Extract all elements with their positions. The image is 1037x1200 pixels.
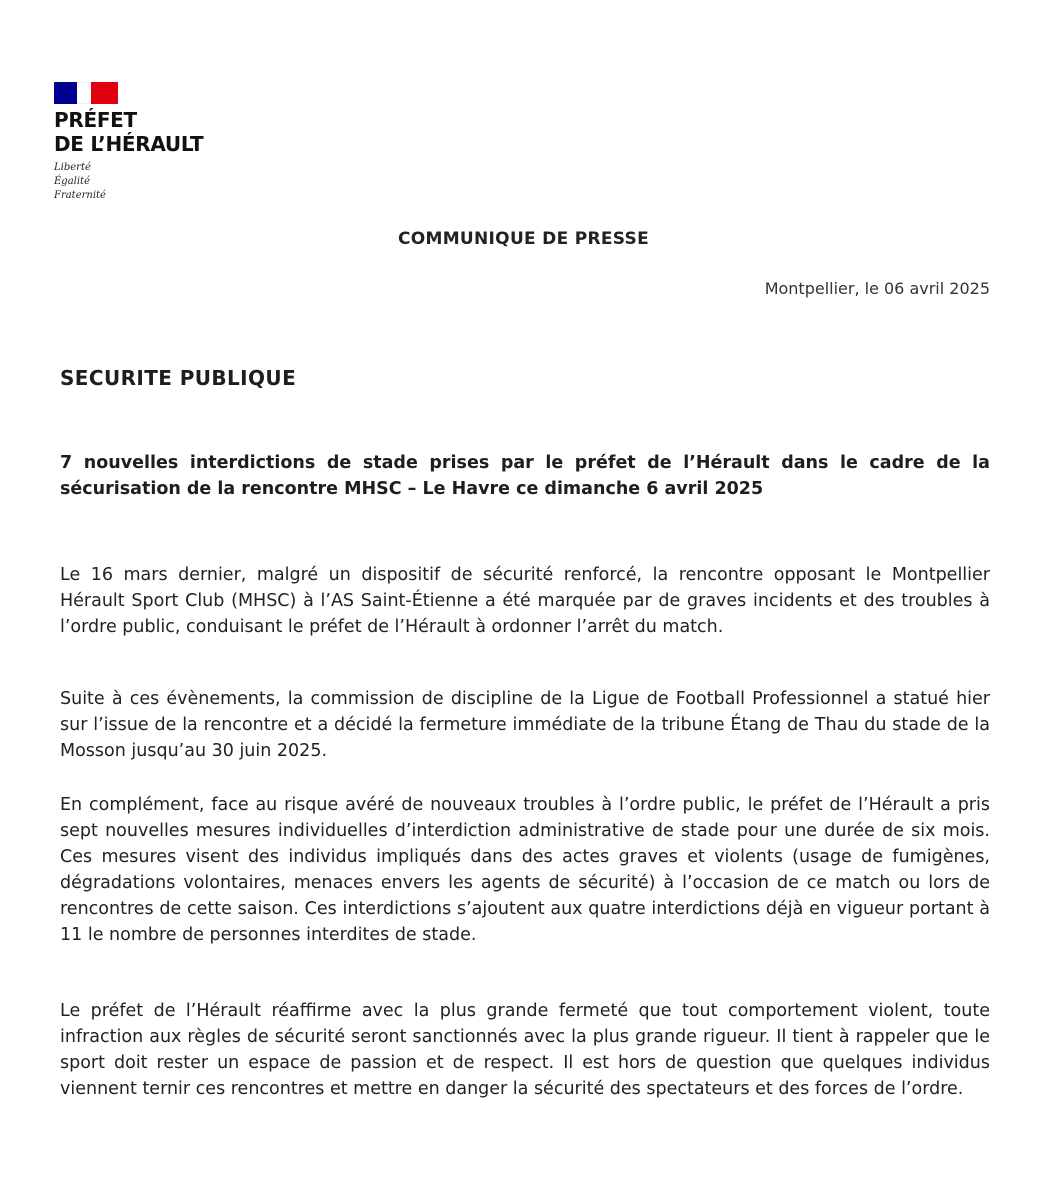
marianne-flag-icon: [54, 82, 118, 104]
motto-liberte: Liberté: [54, 162, 91, 173]
document-date: Montpellier, le 06 avril 2025: [764, 279, 990, 298]
prefecture-name-line-2: DE L’HÉRAULT: [54, 132, 204, 156]
prefecture-name-line-1: PRÉFET: [54, 108, 137, 132]
document-type-title: COMMUNIQUE DE PRESSE: [397, 229, 650, 249]
body-paragraph-2: Suite à ces évènements, la commission de discipline de la Ligue de Football Professionnel a statué hier sur l’issue de la rencontre et a décidé la fermeture immédiate de la tribune Étang de Thau du stade de la Mosson jusqu’au 30 juin 2025.: [60, 689, 990, 761]
flag-red-band: [91, 82, 118, 104]
section-heading: SECURITE PUBLIQUE: [60, 366, 297, 390]
prefecture-logo: [54, 82, 203, 203]
body-paragraph-1: Le 16 mars dernier, malgré un dispositif de sécurité renforcé, la rencontre opposant le Montpellier Hérault Sport Club (MHSC) à l’AS Saint-Étienne a été marquée par de graves incidents et des troubles à l’ordre public, conduisant le préfet de l’Hérault à ordonner l’arrêt du match.: [60, 565, 990, 637]
flag-blue-band: [54, 82, 77, 104]
republic-motto: [54, 161, 203, 203]
press-release-subtitle: 7 nouvelles interdictions de stade prises par le préfet de l’Hérault dans le cadre de la sécurisation de la rencontre MHSC – Le Havre ce dimanche 6 avril 2025: [60, 453, 990, 499]
flag-white-band: [77, 82, 91, 104]
body-paragraph-4: Le préfet de l’Hérault réaffirme avec la plus grande fermeté que tout comportement violent, toute infraction aux règles de sécurité seront sanctionnés avec la plus grande rigueur. Il tient à rappeler que le sport doit rester un espace de passion et de respect. Il est hors de question que quelques individus viennent ternir ces rencontres et mettre en danger la sécurité des spectateurs et des forces de l’ordre.: [60, 1001, 990, 1099]
motto-fraternite: Fraternité: [54, 190, 106, 201]
prefecture-name: [54, 108, 203, 156]
body-paragraph-3: En complément, face au risque avéré de nouveaux troubles à l’ordre public, le préfet de l’Hérault a pris sept nouvelles mesures individuelles d’interdiction administrative de stade pour une durée de six mois. Ces mesures visent des individus impliqués dans des actes graves et violents (usage de fumigènes, dégradations volontaires, menaces envers les agents de sécurité) à l’occasion de ce match ou lors de rencontres de cette saison. Ces interdictions s’ajoutent aux quatre interdictions déjà en vigueur portant à 11 le nombre de personnes interdites de stade.: [60, 795, 990, 945]
motto-egalite: Égalité: [54, 176, 90, 187]
